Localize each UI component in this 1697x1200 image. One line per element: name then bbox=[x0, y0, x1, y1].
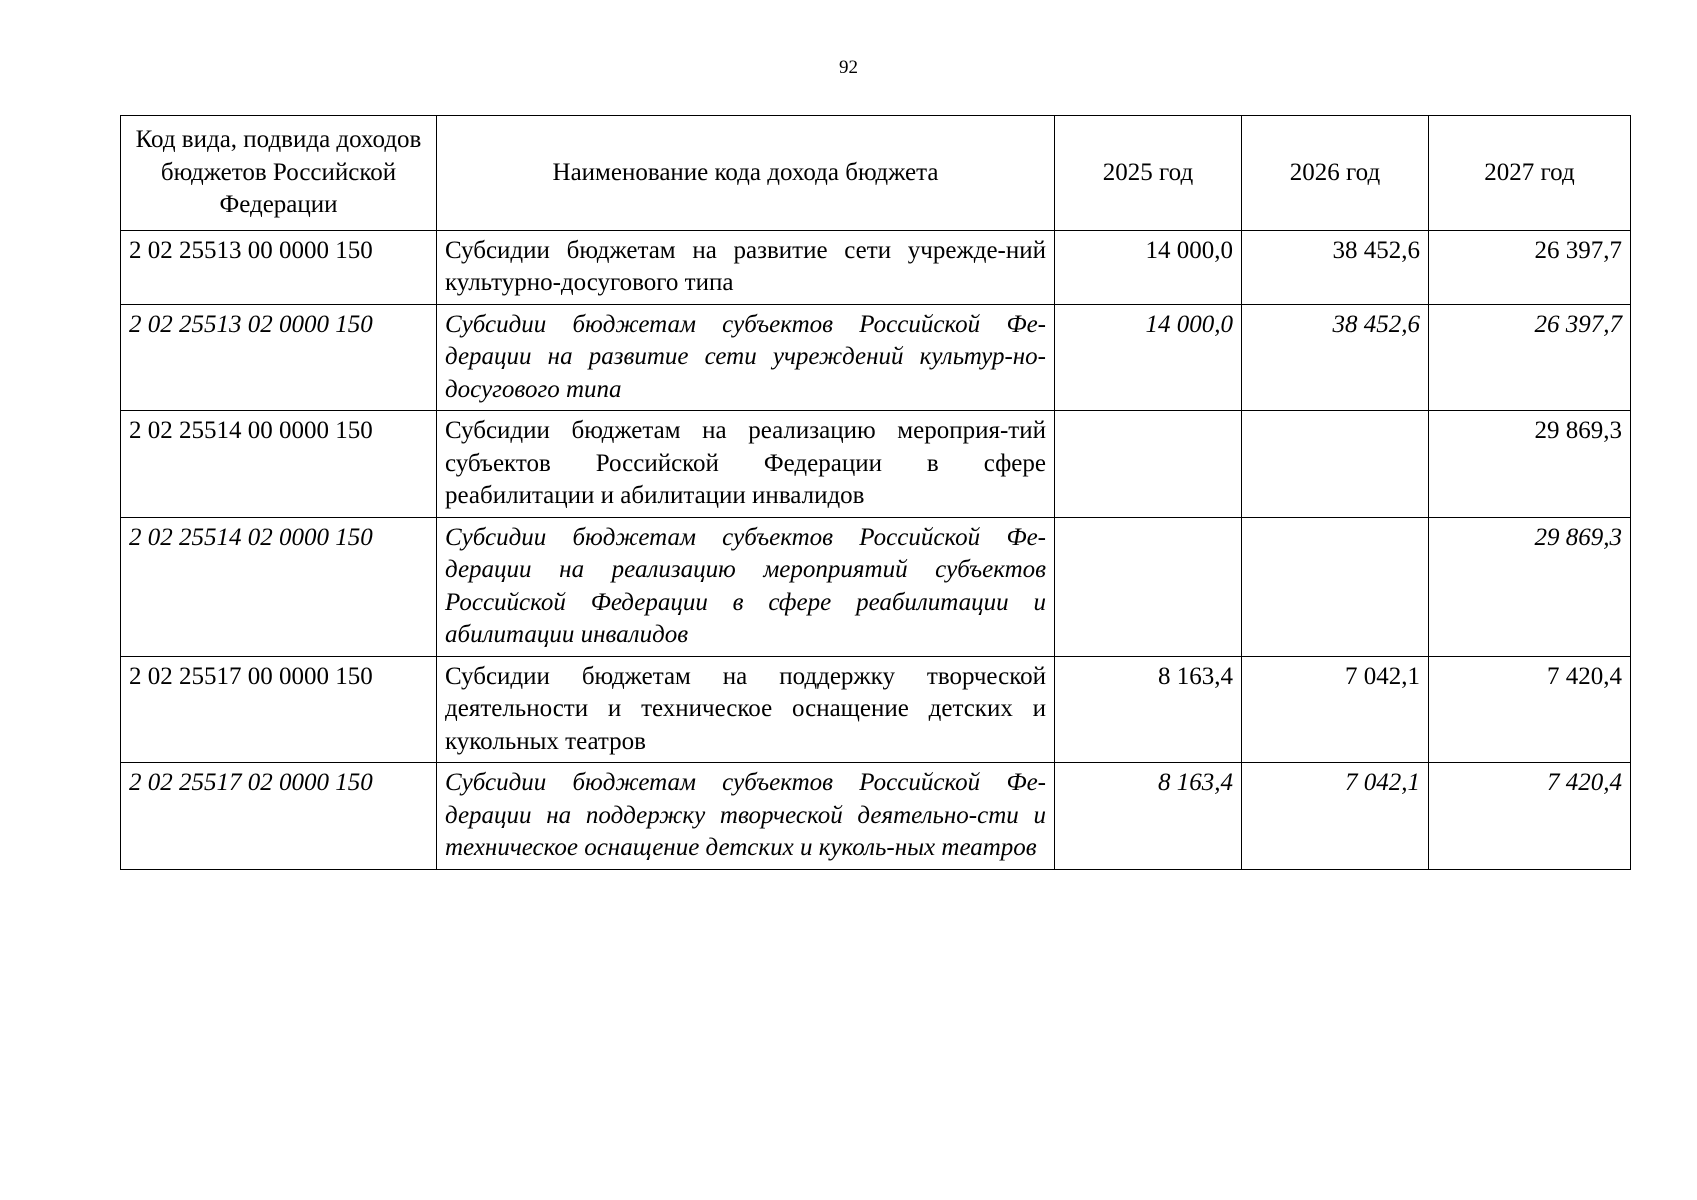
row-value-2027: 7 420,4 bbox=[1429, 763, 1631, 870]
table-row bbox=[121, 304, 1631, 411]
row-code: 2 02 25514 02 0000 150 bbox=[121, 517, 437, 656]
row-value-2025: 14 000,0 bbox=[1055, 304, 1242, 411]
row-value-2025: 8 163,4 bbox=[1055, 763, 1242, 870]
header-year-2027: 2027 год bbox=[1429, 116, 1631, 231]
row-name: Субсидии бюджетам на реализацию мероприя-тий субъектов Российской Федерации в сфере реабилитации и абилитации инвалидов bbox=[437, 411, 1055, 518]
table-header-row bbox=[121, 116, 1631, 231]
row-value-2026: 7 042,1 bbox=[1242, 656, 1429, 763]
row-value-2026: 38 452,6 bbox=[1242, 304, 1429, 411]
row-value-2025: 14 000,0 bbox=[1055, 230, 1242, 304]
table-row bbox=[121, 656, 1631, 763]
header-year-2026: 2026 год bbox=[1242, 116, 1429, 231]
page-number: 92 bbox=[839, 57, 858, 78]
row-value-2025: 8 163,4 bbox=[1055, 656, 1242, 763]
row-value-2025 bbox=[1055, 411, 1242, 518]
row-value-2025 bbox=[1055, 517, 1242, 656]
row-code: 2 02 25517 00 0000 150 bbox=[121, 656, 437, 763]
row-code: 2 02 25514 00 0000 150 bbox=[121, 411, 437, 518]
row-value-2026 bbox=[1242, 517, 1429, 656]
budget-revenue-table bbox=[120, 115, 1631, 870]
row-name: Субсидии бюджетам на развитие сети учрежде-ний культурно-досугового типа bbox=[437, 230, 1055, 304]
row-value-2027: 29 869,3 bbox=[1429, 411, 1631, 518]
header-name: Наименование кода дохода бюджета bbox=[437, 116, 1055, 231]
row-value-2027: 7 420,4 bbox=[1429, 656, 1631, 763]
row-value-2026: 38 452,6 bbox=[1242, 230, 1429, 304]
row-name: Субсидии бюджетам субъектов Российской Фе-дерации на развитие сети учреждений культур-но-досугового типа bbox=[437, 304, 1055, 411]
header-year-2025: 2025 год bbox=[1055, 116, 1242, 231]
row-code: 2 02 25513 00 0000 150 bbox=[121, 230, 437, 304]
row-value-2026: 7 042,1 bbox=[1242, 763, 1429, 870]
row-code: 2 02 25517 02 0000 150 bbox=[121, 763, 437, 870]
row-value-2027: 26 397,7 bbox=[1429, 304, 1631, 411]
row-name: Субсидии бюджетам субъектов Российской Фе-дерации на поддержку творческой деятельно-сти и техническое оснащение детских и куколь-ных театров bbox=[437, 763, 1055, 870]
row-value-2027: 26 397,7 bbox=[1429, 230, 1631, 304]
header-code: Код вида, подвида доходов бюджетов Российской Федерации bbox=[121, 116, 437, 231]
table-row bbox=[121, 230, 1631, 304]
table-row bbox=[121, 411, 1631, 518]
row-name: Субсидии бюджетам на поддержку творческой деятельности и техническое оснащение детских и кукольных театров bbox=[437, 656, 1055, 763]
row-name: Субсидии бюджетам субъектов Российской Фе-дерации на реализацию мероприятий субъектов Российской Федерации в сфере реабилитации и абилитации инвалидов bbox=[437, 517, 1055, 656]
row-value-2026 bbox=[1242, 411, 1429, 518]
table-row bbox=[121, 517, 1631, 656]
table-row bbox=[121, 763, 1631, 870]
row-value-2027: 29 869,3 bbox=[1429, 517, 1631, 656]
row-code: 2 02 25513 02 0000 150 bbox=[121, 304, 437, 411]
